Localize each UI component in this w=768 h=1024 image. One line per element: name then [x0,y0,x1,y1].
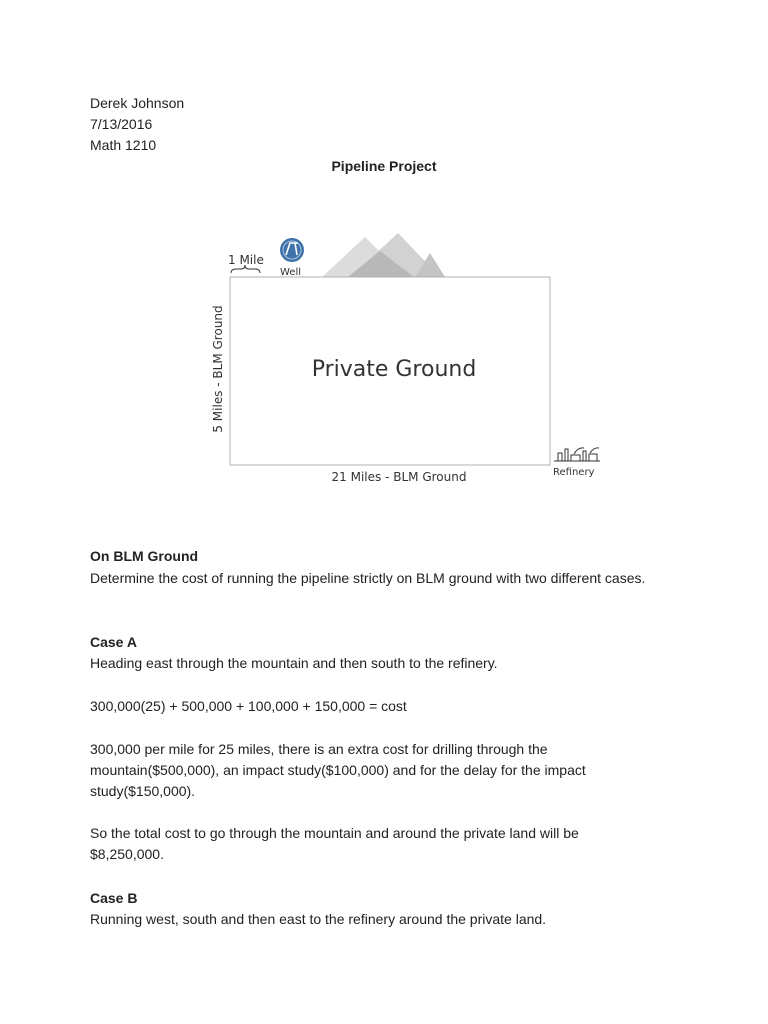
case-a-heading: Case A [90,634,137,650]
case-a-explanation: 300,000 per mile for 25 miles, there is an extra cost for drilling through the mountain($500,000), an impact study($100,000) and for the delay for the impact study($150,000). [90,741,586,799]
case-a-equation: 300,000(25) + 500,000 + 100,000 + 150,000 = cost [90,698,407,714]
case-b-description: Running west, south and then east to the refinery around the private land. [90,911,547,927]
left-side-label: 5 Miles - BLM Ground [211,305,225,433]
well-icon [280,238,304,262]
author-name: Derek Johnson [90,95,185,111]
well-label: Well [280,267,302,278]
one-mile-label: 1 Mile [228,253,264,267]
blm-description: Determine the cost of running the pipeline strictly on BLM ground with two different cases. [90,570,646,586]
document-date: 7/13/2016 [90,116,153,132]
case-a-total: So the total cost to go through the mountain and around the private land will be $8,250,000. [90,825,579,862]
document-title: Pipeline Project [331,158,437,174]
private-ground-label: Private Ground [311,357,477,382]
blm-heading: On BLM Ground [90,548,199,564]
case-b-heading: Case B [90,890,138,906]
refinery-icon [554,448,600,461]
pipeline-diagram [200,225,620,495]
case-a-description: Heading east through the mountain and then south to the refinery. [90,655,498,671]
bottom-side-label: 21 Miles - BLM Ground [331,470,467,484]
mountain-icon [322,233,445,277]
course-name: Math 1210 [90,137,157,153]
refinery-label: Refinery [553,467,595,478]
